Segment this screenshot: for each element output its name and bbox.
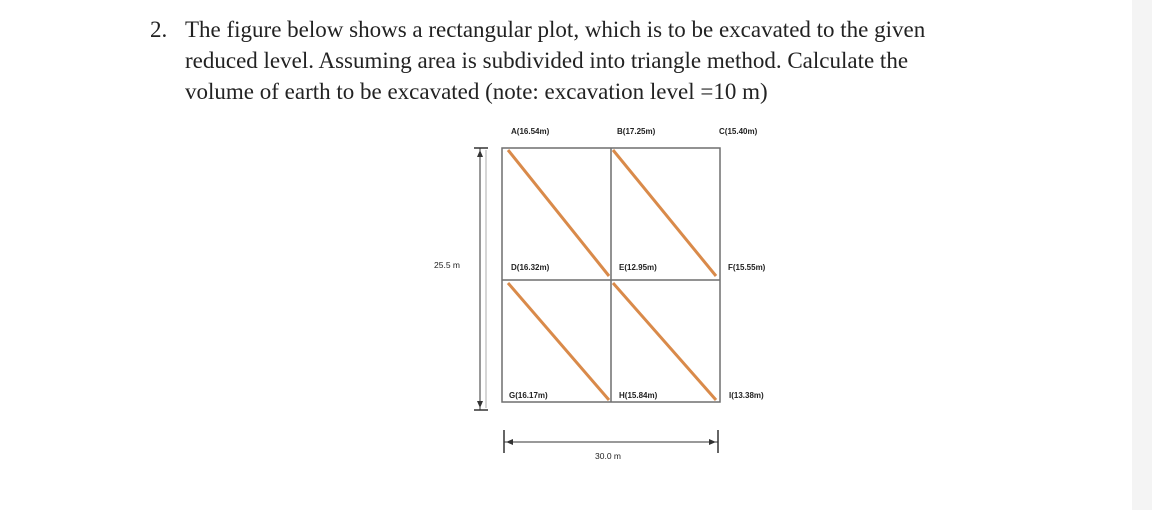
question-line-3: volume of earth to be excavated (note: excavation level =10 m) (185, 79, 768, 104)
height-dimension (474, 148, 488, 410)
point-label-d: D(16.32m) (511, 263, 550, 272)
point-label-f: F(15.55m) (728, 263, 766, 272)
width-dimension-label: 30.0 m (595, 451, 621, 461)
diagonal-a-e (508, 150, 609, 276)
width-arrow-left (506, 439, 513, 445)
plot-grid (502, 148, 720, 402)
point-label-h: H(15.84m) (619, 391, 658, 400)
point-label-e: E(12.95m) (619, 263, 657, 272)
question-line-2: reduced level. Assuming area is subdivided into triangle method. Calculate the (185, 48, 909, 73)
point-label-g: G(16.17m) (509, 391, 548, 400)
diagonal-b-f (613, 150, 716, 276)
triangle-diagonals (508, 150, 716, 400)
height-dimension-label: 25.5 m (434, 260, 460, 270)
point-label-b: B(17.25m) (617, 127, 656, 136)
height-arrow-top (477, 150, 483, 157)
width-arrow-right (709, 439, 716, 445)
point-label-c: C(15.40m) (719, 127, 758, 136)
point-label-i: I(13.38m) (729, 391, 764, 400)
height-arrow-bottom (477, 401, 483, 408)
diagonal-d-h (508, 283, 609, 400)
diagonal-e-i (613, 283, 716, 400)
width-dimension (504, 430, 718, 453)
question-number: 2. (150, 17, 168, 42)
question-line-1: The figure below shows a rectangular plot, which is to be excavated to the given (185, 17, 926, 42)
point-label-a: A(16.54m) (511, 127, 550, 136)
